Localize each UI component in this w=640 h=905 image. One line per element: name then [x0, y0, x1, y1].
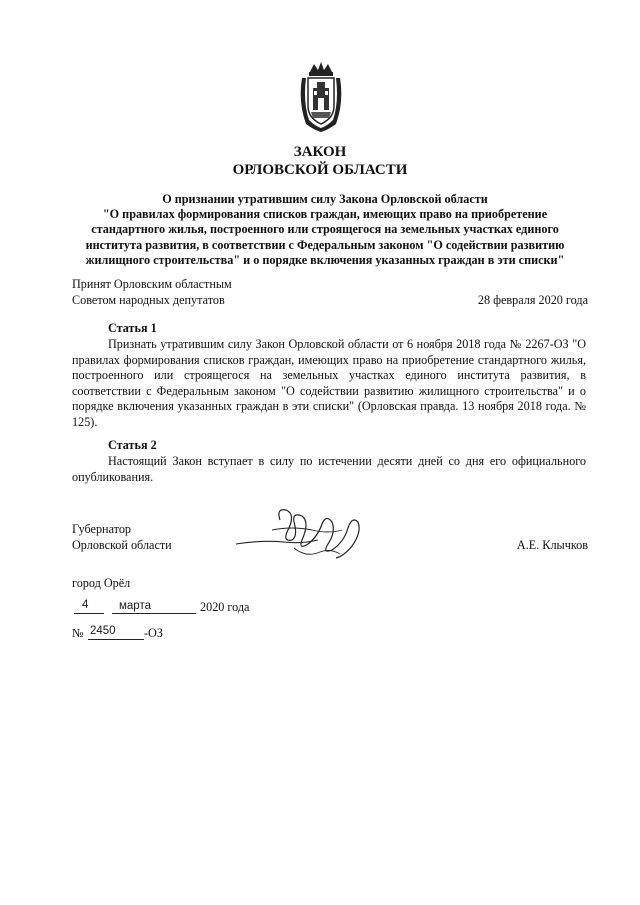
article-2-heading: Статья 2	[108, 438, 157, 452]
subject-line: "О правилах формирования списков граждан, имеющих право на приобретение	[102, 207, 548, 222]
article-2-text: Настоящий Закон вступает в силу по истечении десяти дней со дня его официального опубликования.	[72, 454, 586, 484]
signing-day: 4	[82, 599, 89, 611]
subject-line: института развития, в соответствии с Федеральным законом "О содействии развитию	[85, 237, 565, 252]
handwritten-signature	[232, 500, 372, 566]
signing-city: город Орёл	[72, 576, 131, 590]
signing-year: 2020 года	[200, 600, 250, 614]
law-number-value: 2450	[90, 625, 116, 637]
adopted-by-line-1: Принят Орловским областным	[72, 277, 232, 291]
law-number-suffix: -ОЗ	[144, 626, 163, 640]
adopted-by-line-2: Советом народных депутатов	[72, 293, 225, 307]
article-1-text: Признать утратившим силу Закон Орловской области от 6 ноября 2018 года № 2267-ОЗ "О правилах формирования списков граждан, имеющих право на приобретение стандартного жилья, построенного или строящегося на земельных участках единого института развития, в соответствии с Федеральным законом "О содействии развитию жилищного строительства" и о порядке включения указанных граждан в эти списки" (Орловская правда. 13 ноября 2018 года. № 125).	[72, 337, 586, 429]
law-subject	[52, 192, 598, 268]
subject-line: жилищного строительства" и о порядке включения указанных граждан в эти списки"	[85, 252, 565, 267]
adoption-date: 28 февраля 2020 года	[477, 293, 588, 307]
signatory-title-line-1: Губернатор	[72, 522, 132, 536]
day-underline	[74, 613, 104, 614]
number-sign: №	[72, 626, 84, 640]
law-title: ЗАКОН	[293, 144, 347, 160]
coat-of-arms-icon	[296, 62, 346, 134]
law-region: ОРЛОВСКОЙ ОБЛАСТИ	[232, 162, 408, 178]
signing-date	[72, 600, 272, 618]
subject-line: стандартного жилья, построенного или строящегося на земельных участках единого	[91, 222, 559, 237]
signatory-name: А.Е. Клычков	[516, 538, 588, 552]
subject-line: О признании утратившим силу Закона Орловской области	[162, 192, 488, 206]
article-1-heading: Статья 1	[108, 321, 157, 335]
signing-month: марта	[119, 600, 151, 612]
law-number	[72, 626, 272, 644]
signatory-title-line-2: Орловской области	[72, 538, 172, 552]
